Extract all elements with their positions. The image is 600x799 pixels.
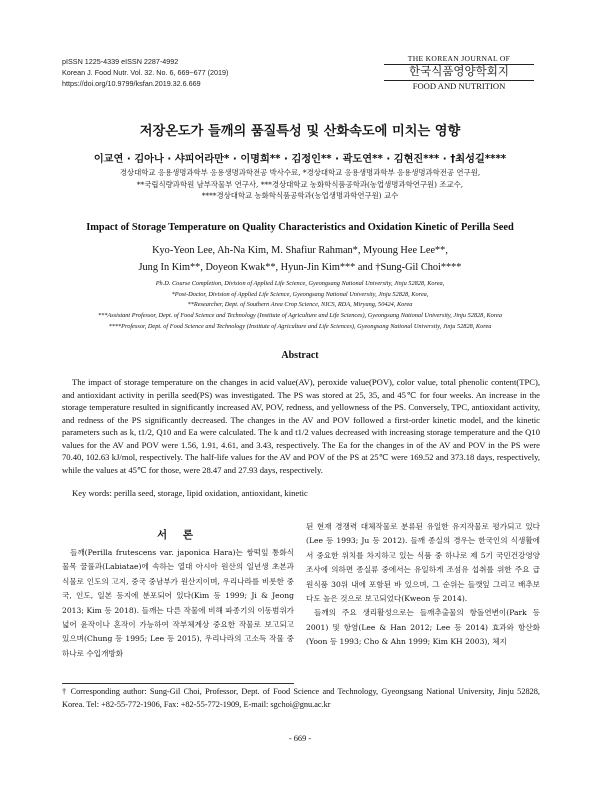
right-column-paragraph: 된 현재 경쟁력 대체작물로 분류된 유일한 유지작물로 평가되고 있다(Lee 등 1993; Ju 등 2012). 들깨 종실의 경우는 한국인의 식생활에서 중요한 위치를 차지하고 있는 식품 중 하나로 제 5기 국민건강영양조사에 의하면 종실류 중에서는 유일하게 조섬유 섭취를 위한 주요 급원식품 30위 내에 포함된 바 있으며, 그 순위는 들깻잎 그리고 배추보다도 높은 것으로 보고되었다(Kweon 등 2014).: [306, 522, 540, 604]
journal-name-en-bottom: FOOD AND NUTRITION: [412, 81, 506, 91]
affiliation-en-line: **Researcher, Dept. of Southern Area Crop Science, NICS, RDA, Miryang, 50424, Korea: [187, 301, 413, 309]
citation-block: [62, 56, 228, 89]
journal-logo: [384, 54, 534, 91]
section-heading-introduction: 서 론: [157, 529, 199, 541]
right-column: [306, 520, 540, 650]
affiliation-en-line: *Post-Doctor, Division of Applied Life Science, Gyeongsang National University, Jinju 52828, Korea,: [171, 290, 429, 298]
issn-line: pISSN 1225-4339 eISSN 2287-4992: [62, 57, 179, 66]
left-column: [62, 546, 294, 661]
affiliation-kr-line: **국립식량과학원 남부작물부 연구사, ***경상대학교 농화학식품공학과(농업생명과학연구원) 조교수,: [136, 179, 464, 189]
authors-english: [0, 242, 600, 276]
right-column-paragraph: 들깨의 주요 생리활성으로는 들깨추출물의 항돌연변이(Park 등 2001) 및 항염(Lee & Han 2012; Lee 등 2014) 효과와 항산화(Yoon 등 1993; Cho & Ahn 1999; Kim KH 2003), 체지: [306, 608, 540, 647]
abstract-heading: Abstract: [281, 350, 319, 361]
footnote-divider: [62, 683, 294, 684]
citation-line: Korean J. Food Nutr. Vol. 32. No. 6, 669~677 (2019): [62, 68, 229, 77]
affiliations-english: [20, 279, 580, 333]
authors-korean: 이교연 · 김아나 · 샤피어라만* · 이명희** · 김정인** · 곽도연** · 김현진*** · †최성길****: [93, 154, 507, 165]
affiliation-kr-line: ****경상대학교 농화학식품공학과(농업생명과학연구원) 교수: [201, 191, 399, 200]
affiliation-en-line: Ph.D. Course Completion, Division of Applied Life Science, Gyeongsang National University, Jinju 52828, Korea,: [155, 280, 445, 287]
paper-title-english: Impact of Storage Temperature on Quality Characteristics and Oxidation Kinetic of Perilla Seed: [86, 222, 514, 233]
journal-name-en-top: THE KOREAN JOURNAL OF: [407, 54, 511, 63]
abstract-paragraph: The impact of storage temperature on the changes in acid value(AV), peroxide value(POV), color value, total phenolic content(TPC), and antioxidant activity in perilla seed(PS) was investigated. The PS was stored at 25, 35, and 45℃ for four weeks. An increase in the storage temperature resulted in significantly increased AV, POV, redness, and yellowness of the PS. Conversely, TPC, antioxidant activity, and redness of the PS significantly decreased. The changes in the AV and POV followed a first-order kinetic model, and the kinetic parameters such as k, t1/2, Q10 and Ea were calculated. The k and t1/2 values decreased with increasing storage temperature and the Q10 values for the AV and POV were 1.56, 1.91, 4.61, and 3.43, respectively. The Ea for the changes in of the AV and POV in the PS were 70.40, 102.63 kJ/mol, respectively. The half-life values for the AV and POV of the PS at 25℃ were 169.52 and 373.18 days, respectively, while the values at 45℃ for those, were 28.47 and 27.93 days, respectively.: [62, 377, 540, 475]
keywords: Key words: perilla seed, storage, lipid oxidation, antioxidant, kinetic: [72, 488, 308, 498]
affiliation-kr-line: 경상대학교 응용생명과학부 응용생명과학전공 박사수료, *경상대학교 응용생명과학부 응용생명과학전공 연구원,: [119, 168, 481, 177]
journal-name-kr: 한국식품영양학회지: [384, 64, 534, 81]
affiliation-en-line: ***Assistant Professor, Dept. of Food Science and Technology (Institute of Agriculture and Life Sciences), Gyeongsang National University, Jinju 52828, Korea: [97, 312, 502, 320]
affiliations-korean: [40, 167, 560, 202]
authors-en-line: Kyo-Yeon Lee, Ah-Na Kim, M. Shafiur Rahman*, Myoung Hee Lee**,: [152, 245, 448, 256]
left-column-paragraph: 들깨(Perilla frutescens var. japonica Hara)는 쌍떡잎 통화식물목 꿀풀과(Labiatae)에 속하는 열대 아시아 원산의 일년생 초본과 식물로 인도의 고지, 중국 중남부가 원산지이며, 우리나라를 비롯한 중국, 인도, 일본 등지에 분포되어 있다(Kim 등 1999; Ji & Jeong 2013; Kim 등 2018). 들깨는 다른 작물에 비해 파종기의 이동범위가 넓어 윤작이나 혼작이 가능하여 작부체계상 중요한 작물로 보고되고 있으며(Chung 등 1995; Lee 등 2015), 우리나라의 고소득 작물 중 하나로 수입개방화: [62, 548, 294, 658]
doi-link[interactable]: https://doi.org/10.9799/ksfan.2019.32.6.669: [62, 79, 201, 88]
paper-title-korean: 저장온도가 들깨의 품질특성 및 산화속도에 미치는 영향: [139, 124, 461, 139]
page-number: - 669 -: [288, 734, 312, 743]
authors-en-line: Jung In Kim**, Doyeon Kwak**, Hyun-Jin Kim*** and †Sung-Gil Choi****: [138, 262, 462, 273]
affiliation-en-line: ****Professor, Dept. of Food Science and Technology (Institute of Agriculture and Life Sciences), Gyeongsang National University, Jinju 52828, Korea: [108, 322, 492, 330]
abstract-body: [62, 376, 540, 476]
corresponding-author-footnote: † Corresponding author: Sung-Gil Choi, Professor, Dept. of Food Science and Technology, Gyeongsang National University, Jinju 52828, Korea. Tel: +82-55-772-1906, Fax: +82-55-772-1909, E-mail: sgchoi@gnu.ac.kr: [62, 687, 540, 709]
